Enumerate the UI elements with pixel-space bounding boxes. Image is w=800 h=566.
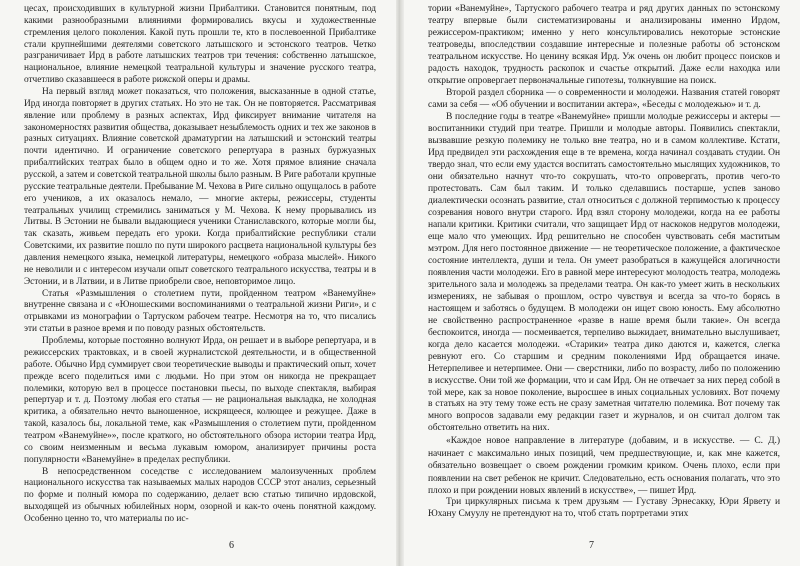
paragraph: Статья «Размышления о столетием пути, пройденном театром «Ванемуйне» внутренне связана и с «Юношескими воспоминаниями о театральной жизни Риги», и с отрывками из монографии о Тартуском рабочем театре. Несмотря на то, что писались эти статьи в разное время и по поводу разных обстоятельств. xyxy=(24,288,376,335)
left-page-text xyxy=(24,4,376,526)
page-number: 6 xyxy=(229,540,234,551)
paragraph: цесах, происходивших в культурной жизни Прибалтики. Становится понятным, под какими разнообразными влияниями формировались вкусы и художественные стремления целого поколения. Какой путь прошли те, кто в послевоенной Прибалтике стали крупнейшими деятелями советского латышского и эстонского театров. Четко разграничивает Ирд в работе латышских театров три течения: собственно латышское, национальное, влияние немецкой театральной культуры и значение русского театра, отчетливо сказавшееся в работе рижской оперы и драмы. xyxy=(24,4,376,86)
paragraph: В непосредственном соседстве с исследованием малоизученных проблем национального искусства так называемых малых народов СССР этот анализ, серьезный по форме и полный юмора по содержанию, делает всю статью типично ирдовской, выходящей из обычных юбилейных норм, озорной и как-то очень понятной каждому. Особенно ценно то, что материалы по ис- xyxy=(24,466,376,524)
paragraph: В последние годы в театре «Ванемуйне» пришли молодые режиссеры и актеры — воспитанники студий при театре. Пришли и молодые авторы. Появились спектакли, вызвавшие резкую полемику не только вне театра, но и в самом коллективе. Кстати, Ирд предвидел эти расхождения еще в те времена, когда начинал создавать студии. Он твердо знал, что если ему удастся воспитать самостоятельно мыслящих художников, то они обязательно начнут что-то сокрушать, что-то опровергать, против чего-то протестовать. Сам был таким. И только сделавшись постарше, успев заново диалектически осознать развитие, стал относиться с должной терпимостью к процессу созревания нового внутри старого. Ирд взял сторону молодежи, когда на ее работы напали критики. Критики считали, что защищает Ирд от наскоков недругов молодежи, еще мало что умеющих. Ирд решительно не способен чувствовать себя маститым мэтром. Для него постоянное движение — не теоретическое положение, а фактическое состояние интеллекта, души и тела. Он умеет разобраться в кажущейся алогичности появления части молодежи. Его в равной мере интересуют молодость театра, молодежь зрительного зала и молодежь за пределами театра. Он как-то умеет жить в нескольких измерениях, не забывая о прошлом, остро чувствуя и всегда за что-то борясь в настоящем и заботясь о будущем. В молодежи он ищет свою юность. Ему абсолютно не свойственно распространенное «разве в наше время были такие». Он всегда беспокоится, иногда — посмеивается, терпеливо выжидает, внимательно выслушивает, когда дело касается молодежи. «Старики» театра дико даются и, кажется, слегка ревнуют его. Со старшим и средним поколениями Ирд обращается иначе. Нетерпеливее и нетерпимее. Они — сверстники, либо по возрасту, либо по положению в искусстве. Они той же формации, что и сам Ирд. Он не отвечает за них перед собой в той мере, как за новое поколение, выросшее в иных социальных условиях. Вот почему в статьях на эту тему тоже есть не сразу заметная читателю полемика. Вот почему так много вопросов задавали ему редакции газет и журналов, и он считал долгом так обстоятельно ответить на них. xyxy=(428,111,780,434)
paragraph: Проблемы, которые постоянно волнуют Ирда, он решает и в выборе репертуара, и в режиссерских трактовках, и в своей журналистской деятельности, и в общественной работе. Обычно Ирд суммирует свои теоретические выводы и практический опыт, хочет прежде всего поделиться ими с людьми. Но при этом он никогда не прекращает полемики, которую вел в процессе постановки пьесы, по выходе спектакля, выбирая репертуар и т. д. Поэтому любая его статья — не рациональная выкладка, не холодная критика, а обязательно нечто выношенное, искрящееся, колющее и режущее. Даже в такой, казалось бы, локальной теме, как «Размышления о столетием пути, пройденном театром «Ванемуйне»», после краткого, но обстоятельного обзора истории театра Ирд, со своим неизменным и весьма лукавым юмором, анализирует причины роста популярности «Ванемуйне» в пределах республики. xyxy=(24,336,376,465)
paragraph: На первый взгляд может показаться, что положения, высказанные в одной статье, Ирд иногда повторяет в других статьях. Но это не так. Он не повторяется. Рассматривая явление или проблему в разных аспектах, Ирд фиксирует внимание читателя на закономерностях развития общества, доказывает незыблемость одних и тех же законов в разных ситуациях. Влияние советской драматургии на латышский и эстонский театры почти идентично. И ограничение советского репертуара в разных буржуазных прибалтийских театрах было в общем одно и то же. Хотя прямое влияние сначала русской, а затем и советской театральной школы было разным. В Риге работали крупные русские театральные деятели. Пребывание М. Чехова в Риге сильно ощущалось в работе его учеников, а их оказалось немало, — многие актеры, режиссеры, студенты театральных училищ стремились заниматься у М. Чехова. К нему прорывались из Литвы. В Эстонии не бывали выдающиеся ученики Станиславского, которые могли бы, так сказать, живьем передать его уроки. Когда прибалтийские республики стали Советскими, их развитие пошло по пути широкого расцвета национальной культуры без давления немецкого языка, немецкой литературы, немецкого «образа мыслей». Никого не неволили и с интересом изучали опыт советского театрального искусства, театры и в Эстонии, и в Латвии, и в Литве приобрели свое, неповторимое лицо. xyxy=(24,87,376,287)
paragraph: Три циркулярных письма к трем друзьям — Густаву Эрнесакку, Юри Ярвету и Юхану Смуулу не претендуют на то, чтоб стать портретами этих xyxy=(428,497,780,520)
quotation-paragraph: «Каждое новое направление в литературе (добавим, и в искусстве. — С. Д.) начинает с максимально иных позиций, чем предшествующие, и, как мне кажется, обязательно возвещает о своем рождении громким криком. Очень плохо, если при появлении на свет ребенок не кричит. Следовательно, есть основания полагать, что это плохо и при рождении новых явлений в искусстве», — пишет Ирд. xyxy=(428,436,780,497)
paragraph: Второй раздел сборника — о современности и молодежи. Названия статей говорят сами за себя — «Об обучении и воспитании актера», «Беседы с молодежью» и т. д. xyxy=(428,87,780,110)
paragraph: тории «Ванемуйне», Тартуского рабочего театра и ряд других данных по эстонскому театру впервые были систематизированы и анализированы именно Ирдом, режиссером-практиком; именно у него консультировались некоторые эстонские театроведы, впоследствии создавшие интересные и полезные работы об эстонском театральном искусстве. Но ценину всякая Ирд. Уж очень он любит процесс поисков и радость находок, трудность раскопок и счастье открытий. Даже если находка или открытие опровергает первоначальные гипотезы, толкнувшие на поиск. xyxy=(428,4,780,86)
right-page xyxy=(402,0,800,566)
left-page xyxy=(0,0,398,566)
right-page-text xyxy=(428,4,780,521)
page-number: 7 xyxy=(589,540,594,551)
